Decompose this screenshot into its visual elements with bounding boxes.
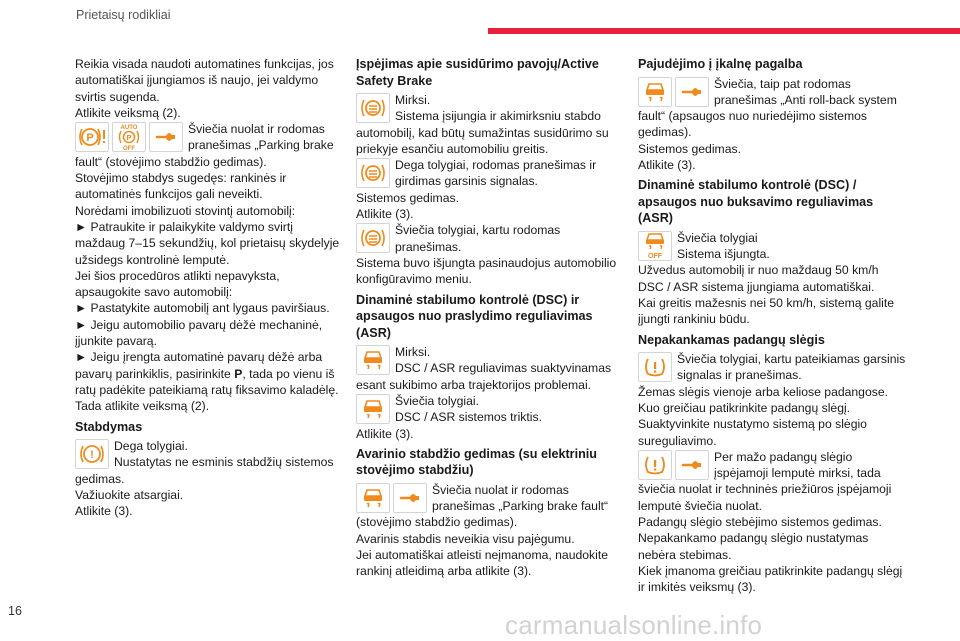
paragraph: Reikia visada naudoti automatines funkcijas, jos automatiškai įjungiamos iš naujo, jei valdymo svirtis sugenda. xyxy=(75,57,334,104)
svg-text:P: P xyxy=(126,133,132,143)
dsc-off-icon xyxy=(638,231,672,261)
skidding-car-icon xyxy=(356,345,390,375)
paragraph: Stovėjimo stabdys sugedęs: rankinės ir automatinės funkcijos gali neveikti. xyxy=(75,171,287,202)
bullet-item: ► Patraukite ir palaikykite valdymo svirtį maždaug 7–15 sekundžių, kol prietaisų skydelyje užsidegs kontrolinė lemputė. xyxy=(75,219,340,267)
tire-pressure-icon xyxy=(638,352,672,382)
icon-group xyxy=(638,77,709,107)
icon-group xyxy=(356,223,390,253)
section-heading: Nepakankamas padangų slėgis xyxy=(638,332,825,347)
collision-alert-icon xyxy=(356,223,390,253)
paragraph: Jei šios procedūros atlikti nepavyksta, apsaugokite savo automobilį: xyxy=(75,268,280,300)
paragraph: Šviečia tolygiai. xyxy=(395,393,479,408)
paragraph: Atlikite (3). xyxy=(356,426,414,441)
paragraph: Sistema įsijungia ir akimirksniu stabdo automobilį, kad būtų sumažintas susidūrimo su priekyje esančiu automobiliu greitis. xyxy=(356,109,609,156)
paragraph: Šviečia tolygiai xyxy=(677,230,758,245)
page-header-title: Prietaisų rodikliai xyxy=(76,8,171,22)
section-heading: Stabdymas xyxy=(75,419,143,434)
column-1 xyxy=(75,56,340,520)
paragraph: Šviečia tolygiai, kartu pateikiamas garsinis signalas ir pranešimas. xyxy=(677,352,906,383)
section-heading: Dinaminė stabilumo kontrolė (DSC) ir apsaugos nuo praslydimo reguliavimas (ASR) xyxy=(356,292,593,340)
svg-text:AUTO: AUTO xyxy=(120,125,138,132)
skidding-car-icon xyxy=(638,77,672,107)
paragraph: Važiuokite atsargiai. xyxy=(75,487,184,502)
icon-group xyxy=(356,158,390,188)
auto-off-parking-brake-icon xyxy=(112,122,146,152)
paragraph: Šviečia nuolat ir rodomas pranešimas „Parking brake fault“ (stovėjimo stabdžio gedimas). xyxy=(75,122,334,169)
paragraph: Šviečia tolygiai, kartu rodomas pranešimas. xyxy=(395,223,561,254)
service-wrench-icon xyxy=(149,122,183,152)
page-number: 16 xyxy=(8,604,22,618)
brake-warning-icon xyxy=(75,439,109,469)
paragraph: Suaktyvinkite nustatymo sistemą po slėgio sureguliavimo. xyxy=(638,417,867,448)
paragraph: Nepakankamo padangų slėgio nustatymas nebėra stebimas. xyxy=(638,531,869,562)
paragraph: Per mažo padangų slėgio įspėjamoji lemputė mirksi, tada šviečia nuolat ir techninės priežiūros įspėjamoji lemputė šviečia nuolat. xyxy=(638,449,892,513)
skidding-car-icon xyxy=(356,394,390,424)
icon-group xyxy=(638,352,672,382)
service-wrench-icon xyxy=(393,483,427,513)
icon-group xyxy=(356,394,390,424)
section-heading: Pajudėjimo į įkalnę pagalba xyxy=(638,57,803,71)
icon-group xyxy=(356,93,390,123)
bullet-item: ► Jeigu automobilio pavarų dėžė mechaninė, įjunkite pavarą. xyxy=(75,317,323,349)
paragraph: Tada atlikite veiksmą (2). xyxy=(75,399,210,414)
section-heading: Dinaminė stabilumo kontrolė (DSC) / apsaugos nuo buksavimo reguliavimas (ASR) xyxy=(638,178,874,226)
paragraph: Žemas slėgis vienoje arba keliose padangose. xyxy=(638,384,888,399)
icon-group xyxy=(638,231,672,261)
paragraph: Atlikite (3). xyxy=(356,207,414,222)
paragraph: Sistemos gedimas. xyxy=(356,190,459,205)
collision-alert-icon xyxy=(356,158,390,188)
paragraph: Atlikite (3). xyxy=(638,157,696,172)
paragraph: DSC / ASR sistemos triktis. xyxy=(395,410,542,425)
paragraph: Mirksi. xyxy=(395,93,431,107)
paragraph: Kuo greičiau patikrinkite padangų slėgį. xyxy=(638,400,851,415)
paragraph: Nustatytas ne esminis stabdžių sistemos gedimas. xyxy=(75,455,334,486)
icon-group xyxy=(356,345,390,375)
paragraph: Norėdami imobilizuoti stovintį automobilį: xyxy=(75,203,296,218)
header-accent-bar xyxy=(488,28,960,34)
icon-group xyxy=(75,122,183,152)
paragraph: Kai greitis mažesnis nei 50 km/h, sistemą galite įjungti rankiniu būdu. xyxy=(638,295,895,327)
svg-text:P: P xyxy=(86,132,94,145)
bullet-item: ► Pastatykite automobilį ant lygaus paviršiaus. xyxy=(75,301,330,316)
bullet-item: ► Jeigu įrengta automatinė pavarų dėžė arba pavarų parinkiklis, pasirinkite P, tada po vienu iš ratų padėkite pateikiamą ratų fiksavimo kaladėlę. xyxy=(75,350,339,397)
paragraph: Kiek įmanoma greičiau patikrinkite padangų slėgį ir imkitės veiksmų (3). xyxy=(638,563,903,595)
paragraph: Dega tolygiai, rodomas pranešimas ir girdimas garsinis signalas. xyxy=(395,158,597,189)
svg-text:OFF: OFF xyxy=(648,252,662,260)
tire-pressure-icon xyxy=(638,450,672,480)
paragraph: Mirksi. xyxy=(395,345,431,360)
paragraph: DSC / ASR reguliavimas suaktyvinamas esant sukibimo arba trajektorijos problemai. xyxy=(356,361,612,392)
paragraph: Sistema buvo išjungta pasinaudojus automobilio konfigūravimo meniu. xyxy=(356,255,617,287)
paragraph: Sistema išjungta. xyxy=(677,247,770,262)
watermark: carmanualsonline.info xyxy=(505,610,763,640)
paragraph: Sistemos gedimas. xyxy=(638,141,741,156)
column-3 xyxy=(638,56,906,596)
service-wrench-icon xyxy=(675,450,709,480)
section-heading: Įspėjimas apie susidūrimo pavojų/Active Safety Brake xyxy=(356,57,599,88)
collision-alert-icon xyxy=(356,93,390,123)
svg-text:OFF: OFF xyxy=(123,146,135,152)
paragraph: Užvedus automobilį ir nuo maždaug 50 km/h DSC / ASR sistema įjungiama automatiškai. xyxy=(638,263,879,294)
section-heading: Avarinio stabdžio gedimas (su elektriniu stovėjimo stabdžiu) xyxy=(356,446,597,478)
column-2 xyxy=(356,56,620,580)
paragraph: Atlikite (3). xyxy=(75,504,133,519)
icon-group xyxy=(356,483,427,513)
paragraph: Šviečia nuolat ir rodomas pranešimas „Parking brake fault“ (stovėjimo stabdžio gedimas). xyxy=(356,482,609,530)
svg-text:!: ! xyxy=(90,449,94,462)
paragraph: Šviečia, taip pat rodomas pranešimas „Anti roll-back system fault“ (apsaugos nuo nuriedėjimo sistemos gedimas). xyxy=(638,76,897,140)
skidding-car-icon xyxy=(356,483,390,513)
icon-group xyxy=(75,439,109,469)
service-wrench-icon xyxy=(675,77,709,107)
paragraph: Avarinis stabdis neveikia visu pajėgumu. xyxy=(356,531,575,546)
parking-brake-fault-icon xyxy=(75,122,109,152)
paragraph: Padangų slėgio stebėjimo sistemos gedimas. xyxy=(638,515,882,530)
paragraph: Jei automatiškai atleisti neįmanoma, naudokite rankinį atleidimą arba atlikite (3). xyxy=(356,548,609,579)
paragraph: Dega tolygiai. xyxy=(114,439,188,454)
paragraph: Atlikite veiksmą (2). xyxy=(75,105,181,120)
icon-group xyxy=(638,450,709,480)
